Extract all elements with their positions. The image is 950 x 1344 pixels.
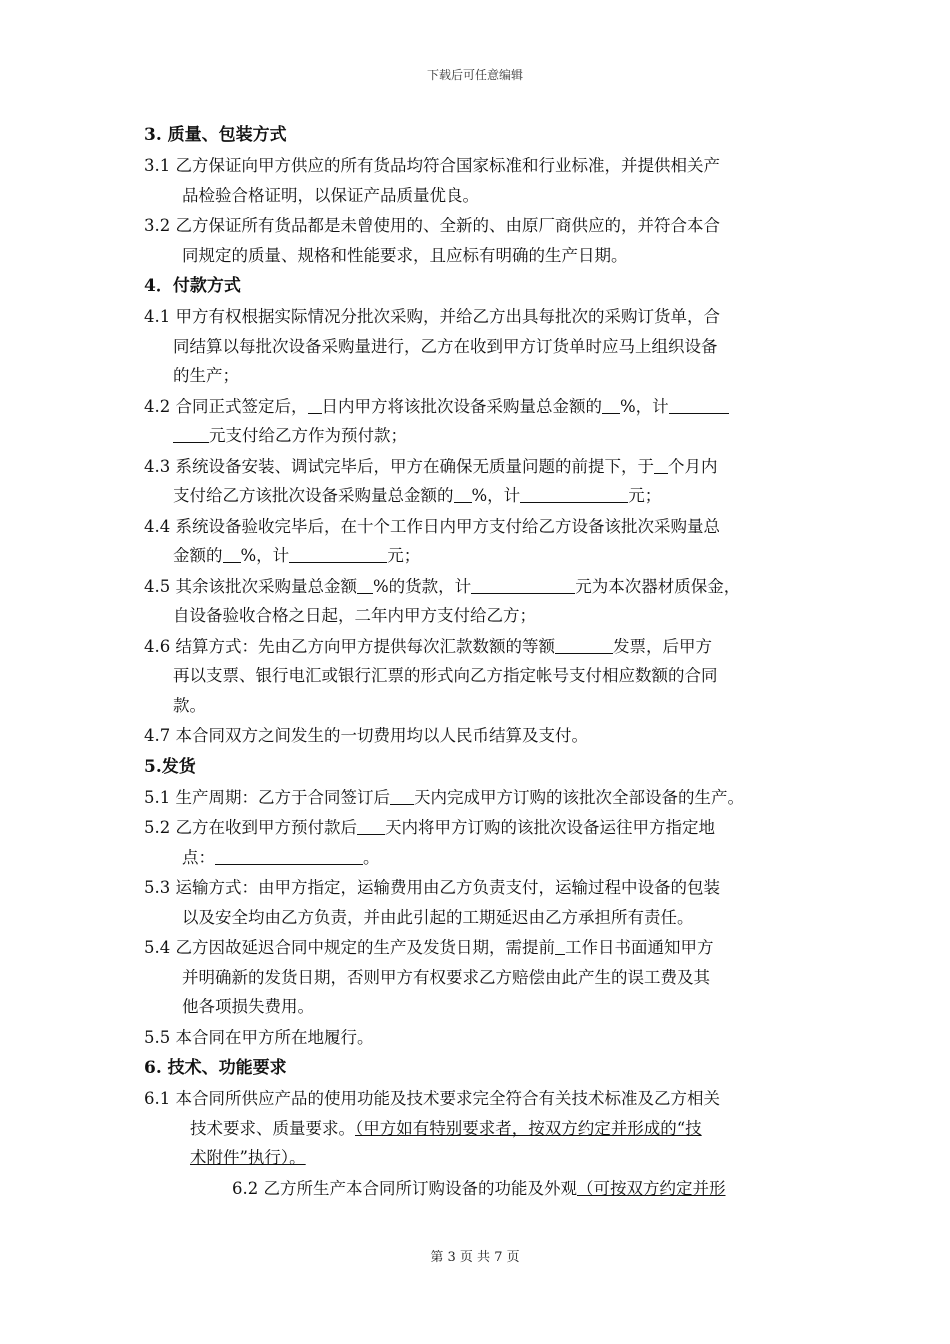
clause-5-5: 5.5 本合同在甲方所在地履行。 xyxy=(144,1027,374,1047)
clause-4-2: 4.2 合同正式签定后， 日内甲方将该批次设备采购量总金额的 %，计 元支付给乙方作为预付款； xyxy=(144,392,814,451)
clause-3-1: 3.1 乙方保证向甲方供应的所有货品均符合国家标准和行业标准，并提供相关产 品检验合格证明，以保证产品质量优良。 xyxy=(144,156,720,205)
clause-4-3: 4.3 系统设备安装、调试完毕后，甲方在确保无质量问题的前提下，于 个月内 支付给乙方该批次设备采购量总金额的 %，计 元； xyxy=(144,456,718,505)
clause-4-5: 4.5 其余该批次采购量总金额 %的货款，计 元为本次器材质保金， 自设备验收合格之日起，二年内甲方支付给乙方； xyxy=(144,576,741,625)
blank-amount[interactable] xyxy=(289,546,387,563)
page-footer: 第 3 页 共 7 页 xyxy=(430,1250,520,1265)
blank-percent[interactable] xyxy=(223,546,241,563)
clause-5-1: 5.1 生产周期：乙方于合同签订后 天内完成甲方订购的该批次全部设备的生产。 xyxy=(144,787,744,807)
blank-amount[interactable] xyxy=(520,486,628,503)
blank-percent[interactable] xyxy=(602,397,620,414)
clause-3-2: 3.2 乙方保证所有货品都是未曾使用的、全新的、由原厂商供应的，并符合本合 同规定的质量、规格和性能要求，且应标有明确的生产日期。 xyxy=(144,216,720,265)
section-4-heading: 4．付款方式 xyxy=(144,276,241,296)
clause-5-4: 5.4 乙方因故延迟合同中规定的生产及发货日期，需提前 工作日书面通知甲方 并明确新的发货日期，否则甲方有权要求乙方赔偿由此产生的误工费及其 他各项损失费用。 xyxy=(144,938,714,1016)
blank-amount[interactable] xyxy=(669,397,729,414)
blank-location[interactable] xyxy=(215,848,363,865)
clause-4-7: 4.7 本合同双方之间发生的一切费用均以人民币结算及支付。 xyxy=(144,726,588,745)
blank-days[interactable] xyxy=(390,788,414,805)
blank-amount-cont[interactable] xyxy=(173,426,209,443)
document-body xyxy=(144,120,814,1204)
blank-workdays[interactable] xyxy=(555,938,565,955)
clause-4-4: 4.4 系统设备验收完毕后，在十个工作日内甲方支付给乙方设备该批次采购量总 金额的 %，计 元； xyxy=(144,516,720,565)
clause-6-1: 6.1 本合同所供应产品的使用功能及技术要求完全符合有关技术标准及乙方相关 技术要求、质量要求。（甲方如有特别要求者，按双方约定并形成的“技 术附件”执行）。 xyxy=(144,1089,720,1167)
section-3-heading: 3. 质量、包装方式 xyxy=(144,125,287,145)
clause-5-2: 5.2 乙方在收到甲方预付款后 天内将甲方订购的该批次设备运往甲方指定地 点： 。 xyxy=(144,818,715,867)
clause-4-6: 4.6 结算方式：先由乙方向甲方提供每次汇款数额的等额 发票，后甲方 再以支票、银行电汇或银行汇票的形式向乙方指定帐号支付相应数额的合同 款。 xyxy=(144,636,718,715)
blank-percent[interactable] xyxy=(357,577,373,594)
blank-months[interactable] xyxy=(654,457,668,474)
blank-days[interactable] xyxy=(308,397,322,414)
blank-percent[interactable] xyxy=(454,486,472,503)
clause-6-2: 6.2 乙方所生产本合同所订购设备的功能及外观（可按双方约定并形 xyxy=(232,1178,726,1198)
clause-5-3: 5.3 运输方式：由甲方指定，运输费用由乙方负责支付，运输过程中设备的包装 以及安全均由乙方负责，并由此引起的工期延迟由乙方承担所有责任。 xyxy=(144,878,720,927)
section-5-heading: 5.发货 xyxy=(144,756,196,777)
blank-amount[interactable] xyxy=(471,577,575,594)
clause-4-1: 4.1 甲方有权根据实际情况分批次采购，并给乙方出具每批次的采购订货单，合 同结算以每批次设备采购量进行，乙方在收到甲方订货单时应马上组织设备 的生产； xyxy=(144,307,720,385)
blank-days[interactable] xyxy=(357,818,385,835)
section-6-heading: 6. 技术、功能要求 xyxy=(144,1058,287,1078)
page-header: 下载后可任意编辑 xyxy=(426,68,523,82)
blank-invoice[interactable] xyxy=(555,637,613,654)
